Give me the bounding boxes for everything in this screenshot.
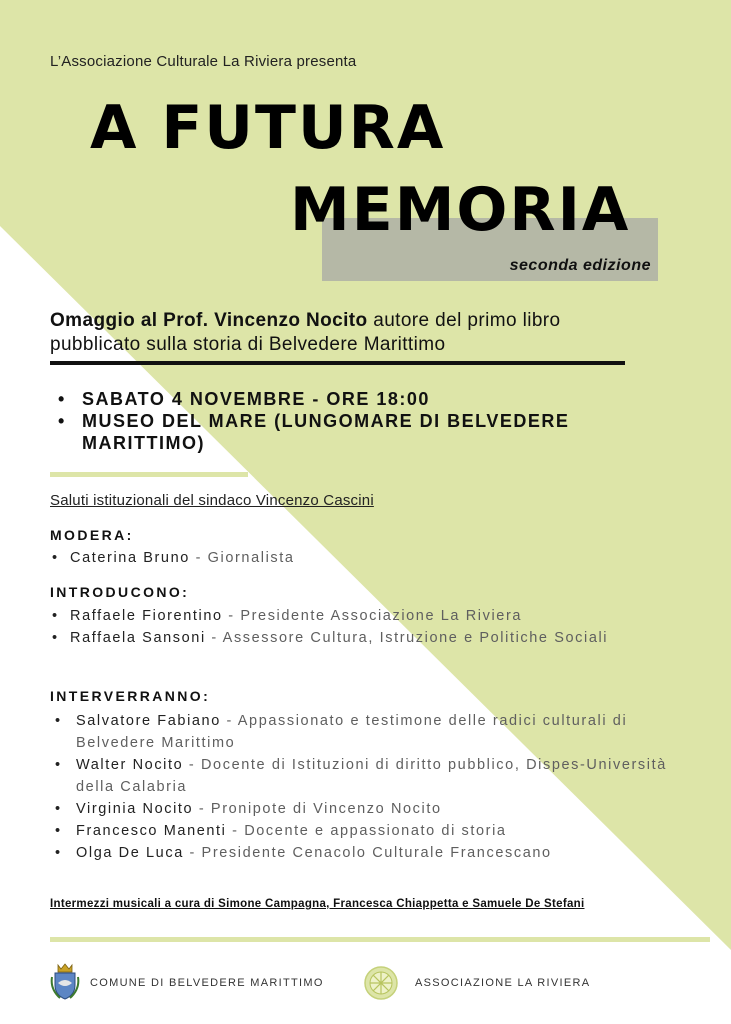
event-date-time: • SABATO 4 NOVEMBRE - ORE 18:00	[58, 388, 618, 410]
person-name: Salvatore Fabiano	[76, 713, 221, 729]
person-name: Caterina Bruno	[70, 550, 190, 566]
person-name: Walter Nocito	[76, 757, 184, 773]
event-info-list	[58, 388, 618, 454]
title-line-2: MEMORIA	[290, 175, 631, 245]
list-item	[50, 842, 680, 864]
person-role: - Giornalista	[189, 550, 295, 566]
introducono-heading: INTRODUCONO:	[50, 584, 190, 600]
green-divider-bottom	[50, 937, 710, 942]
omaggio-bold: Omaggio al Prof. Vincenzo Nocito	[50, 310, 368, 331]
coat-of-arms-icon	[50, 963, 80, 1001]
list-item	[50, 605, 625, 627]
intro-text: L’Associazione Culturale La Riviera presenta	[50, 53, 357, 70]
black-divider	[50, 361, 625, 365]
list-item	[50, 754, 680, 798]
person-role: - Docente di Istituzioni di diritto pubblico, Dispes-Università della Calabria	[76, 757, 667, 795]
subtitle: seconda edizione	[509, 257, 651, 274]
introducono-list	[50, 605, 625, 649]
person-name: Raffaele Fiorentino	[70, 608, 223, 624]
modera-heading: MODERA:	[50, 527, 134, 543]
omaggio-rest: autore del primo libro pubblicato sulla storia di Belvedere Marittimo	[50, 310, 561, 355]
person-role: - Assessore Cultura, Istruzione e Politiche Sociali	[205, 630, 609, 646]
person-name: Francesco Manenti	[76, 823, 227, 839]
omaggio-text	[50, 309, 640, 357]
person-role: - Presidente Cenacolo Culturale Francescano	[183, 845, 552, 861]
modera-list	[50, 547, 690, 569]
title-line-1: A FUTURA	[90, 93, 446, 163]
person-name: Olga De Luca	[76, 845, 184, 861]
green-divider-top	[50, 472, 248, 477]
list-item	[50, 710, 646, 754]
associazione-label: ASSOCIAZIONE LA RIVIERA	[415, 977, 591, 989]
list-item	[50, 820, 680, 842]
list-item	[50, 547, 690, 569]
list-item	[50, 627, 625, 649]
person-role: - Presidente Associazione La Riviera	[222, 608, 523, 624]
intermezzi-line: Intermezzi musicali a cura di Simone Campagna, Francesca Chiappetta e Samuele De Stefani	[50, 898, 585, 910]
person-name: Raffaela Sansoni	[70, 630, 206, 646]
person-role: - Pronipote di Vincenzo Nocito	[193, 801, 442, 817]
lemon-slice-icon	[364, 966, 398, 1000]
person-name: Virginia Nocito	[76, 801, 194, 817]
event-location: • MUSEO DEL MARE (LUNGOMARE DI BELVEDERE MARITTIMO)	[58, 410, 582, 454]
person-role: - Docente e appassionato di storia	[226, 823, 507, 839]
list-item	[50, 798, 680, 820]
interverranno-list	[50, 710, 680, 864]
interverranno-heading: INTERVERRANNO:	[50, 688, 211, 704]
comune-label: COMUNE DI BELVEDERE MARITTIMO	[90, 977, 324, 989]
person-role: - Appassionato e testimone delle radici culturali di Belvedere Marittimo	[76, 713, 628, 751]
saluti-line: Saluti istituzionali del sindaco Vincenzo Cascini	[50, 492, 374, 509]
